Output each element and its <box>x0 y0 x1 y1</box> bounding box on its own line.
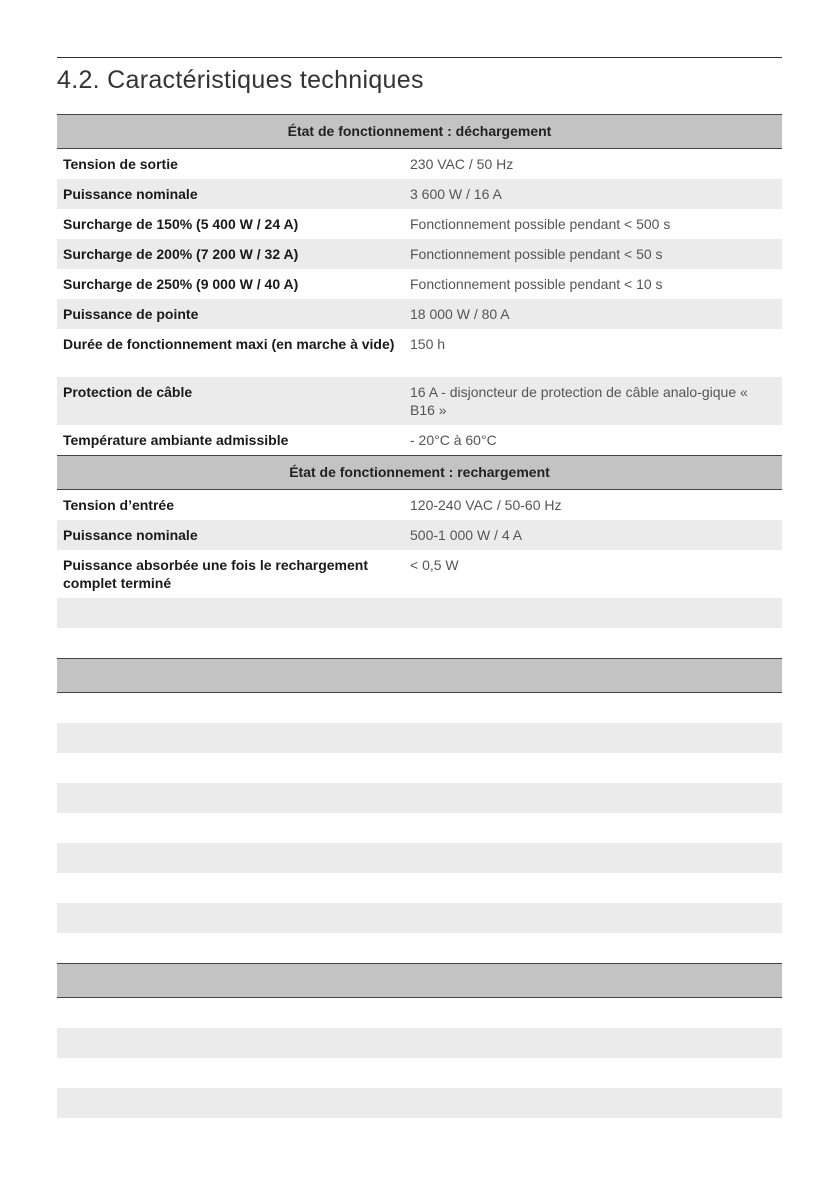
empty-row <box>57 723 782 753</box>
table-row <box>57 209 782 239</box>
page-title: 4.2. Caractéristiques techniques <box>57 66 424 94</box>
row-value: 16 A - disjoncteur de protection de câble analo-gique « B16 » <box>410 384 748 418</box>
row-label: Température ambiante admissible <box>63 432 289 448</box>
row-label: Tension d’entrée <box>63 497 174 513</box>
empty-row <box>57 933 782 963</box>
table-row <box>57 239 782 269</box>
row-value: 3 600 W / 16 A <box>410 186 502 202</box>
table-row <box>57 269 782 299</box>
empty-row <box>57 598 782 628</box>
table-row <box>57 329 782 377</box>
row-label: Puissance absorbée une fois le rechargement complet terminé <box>63 557 369 591</box>
empty-row <box>57 693 782 723</box>
empty-row <box>57 628 782 658</box>
empty-row <box>57 813 782 843</box>
row-label: Tension de sortie <box>63 156 178 172</box>
row-label: Puissance nominale <box>63 186 198 202</box>
row-label: Protection de câble <box>63 384 193 400</box>
empty-row <box>57 783 782 813</box>
empty-row <box>57 998 782 1028</box>
table-row <box>57 490 782 520</box>
row-label: Puissance nominale <box>63 527 198 543</box>
empty-row <box>57 903 782 933</box>
row-value: Fonctionnement possible pendant < 10 s <box>410 276 663 292</box>
table-row <box>57 520 782 550</box>
row-value: 18 000 W / 80 A <box>410 306 510 322</box>
table-row <box>57 425 782 455</box>
empty-row <box>57 843 782 873</box>
empty-row <box>57 873 782 903</box>
row-value: 150 h <box>410 336 446 352</box>
document-page <box>57 57 782 1118</box>
row-value: 230 VAC / 50 Hz <box>410 156 514 172</box>
row-value: Fonctionnement possible pendant < 500 s <box>410 216 671 232</box>
empty-row <box>57 1058 782 1088</box>
row-label: Surcharge de 150% (5 400 W / 24 A) <box>63 216 299 232</box>
table-row <box>57 550 782 598</box>
top-rule <box>57 57 782 58</box>
section-header-empty <box>57 658 782 693</box>
row-label: Puissance de pointe <box>63 306 199 322</box>
row-value: < 0,5 W <box>410 557 459 573</box>
section-header-discharge: État de fonctionnement : déchargement <box>57 114 782 149</box>
empty-row <box>57 753 782 783</box>
empty-row <box>57 1028 782 1058</box>
row-label: Surcharge de 200% (7 200 W / 32 A) <box>63 246 299 262</box>
table-row <box>57 377 782 425</box>
section-header-charge: État de fonctionnement : rechargement <box>57 455 782 490</box>
section-header-empty <box>57 963 782 998</box>
table-row <box>57 299 782 329</box>
table-row <box>57 179 782 209</box>
empty-row <box>57 1088 782 1118</box>
row-value: Fonctionnement possible pendant < 50 s <box>410 246 663 262</box>
row-value: 500-1 000 W / 4 A <box>410 527 523 543</box>
row-label: Durée de fonctionnement maxi (en marche à vide) <box>63 336 395 352</box>
row-value: - 20°C à 60°C <box>410 432 497 448</box>
row-value: 120-240 VAC / 50-60 Hz <box>410 497 562 513</box>
table-row <box>57 149 782 179</box>
row-label: Surcharge de 250% (9 000 W / 40 A) <box>63 276 299 292</box>
